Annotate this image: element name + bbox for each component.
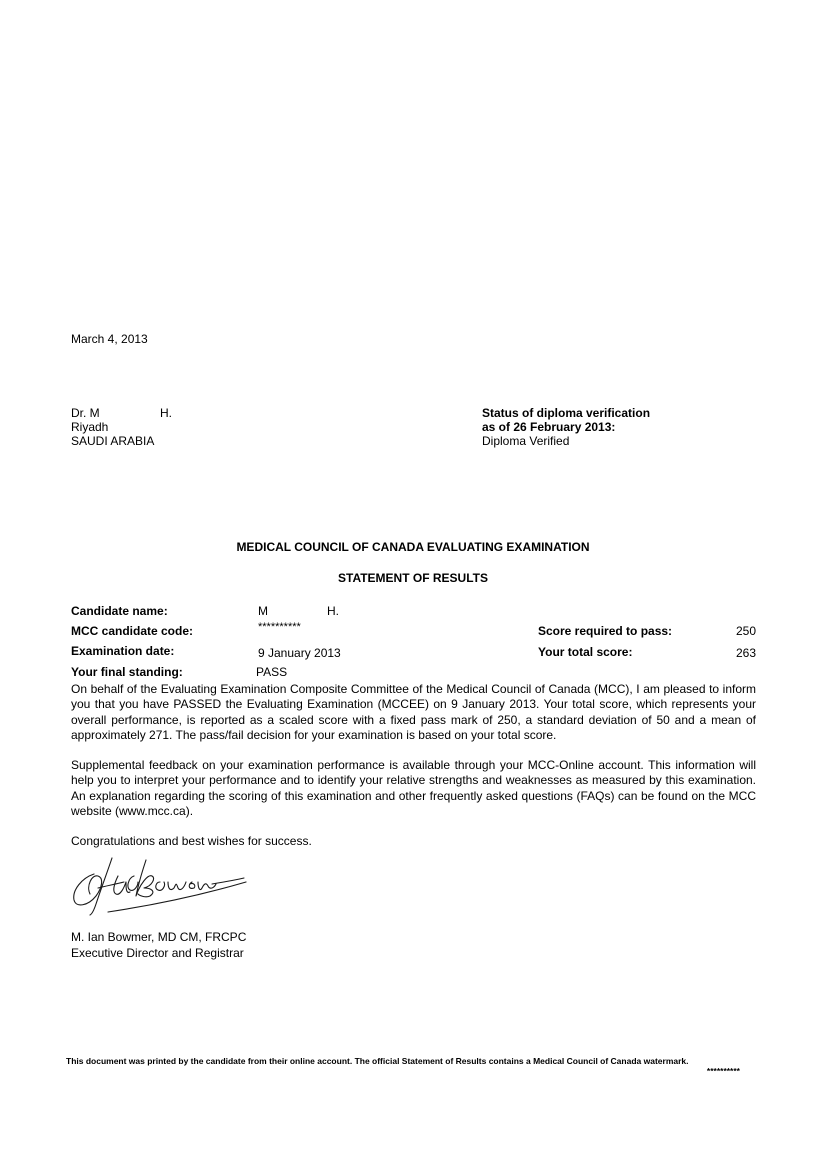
- total-score-label: Your total score:: [538, 645, 633, 659]
- footer-note: This document was printed by the candidate from their online account. The official Statement of Results contains a Medical Council of Canada watermark.: [66, 1056, 689, 1066]
- statement-title: STATEMENT OF RESULTS: [338, 571, 488, 585]
- recipient-city: Riyadh: [71, 420, 109, 434]
- candidate-code-label: MCC candidate code:: [71, 624, 194, 638]
- recipient-name: [71, 406, 271, 420]
- candidate-name-label: Candidate name:: [71, 604, 168, 618]
- handwritten-signature: [68, 852, 248, 916]
- results-paragraph: On behalf of the Evaluating Examination Composite Committee of the Medical Council of Canada (MCC), I am pleased to inform you that you have PASSED the Evaluating Examination (MCCEE) on 9 January 2013. Your total score, which represents your overall performance, is reported as a scaled score with a fixed pass mark of 250, a standard deviation of 50 and a mean of approximately 271. The pass/fail decision for your examination is based on your total score.: [71, 682, 756, 742]
- candidate-first-name: M: [258, 604, 268, 618]
- required-score-label: Score required to pass:: [538, 624, 673, 638]
- final-standing-label: Your final standing:: [71, 665, 183, 679]
- closing-line: Congratulations and best wishes for success.: [71, 834, 312, 848]
- recipient-address: [71, 406, 271, 448]
- recipient-first-name: Dr. M: [71, 406, 100, 420]
- total-score-value: 263: [735, 646, 756, 660]
- exam-date-value: 9 January 2013: [258, 646, 341, 660]
- diploma-status-heading-2: as of 26 February 2013:: [482, 420, 616, 434]
- diploma-status-value: Diploma Verified: [482, 434, 570, 448]
- footer-code: **********: [706, 1066, 740, 1076]
- signatory-name: M. Ian Bowmer, MD CM, FRCPC: [71, 930, 247, 944]
- candidate-code-value: **********: [258, 621, 301, 633]
- signatory-title: Executive Director and Registrar: [71, 946, 244, 960]
- diploma-status-heading-1: Status of diploma verification: [482, 406, 651, 420]
- letter-date: March 4, 2013: [71, 332, 148, 346]
- candidate-last-name: H.: [327, 604, 339, 618]
- recipient-last-name: H.: [160, 406, 172, 420]
- exam-title: MEDICAL COUNCIL OF CANADA EVALUATING EXAMINATION: [236, 540, 590, 554]
- feedback-paragraph: Supplemental feedback on your examination performance is available through your MCC-Online account. This information will help you to interpret your performance and to identify your relative strengths and weaknesses as measured by this examination. An explanation regarding the scoring of this examination and other frequently asked questions (FAQs) can be found on the MCC website (www.mcc.ca).: [71, 758, 756, 818]
- required-score-value: 250: [735, 624, 756, 638]
- diploma-status: [482, 406, 650, 448]
- final-standing-value: PASS: [256, 665, 288, 679]
- recipient-country: SAUDI ARABIA: [71, 434, 155, 448]
- signature-image: [68, 852, 248, 916]
- exam-date-label: Examination date:: [71, 644, 175, 658]
